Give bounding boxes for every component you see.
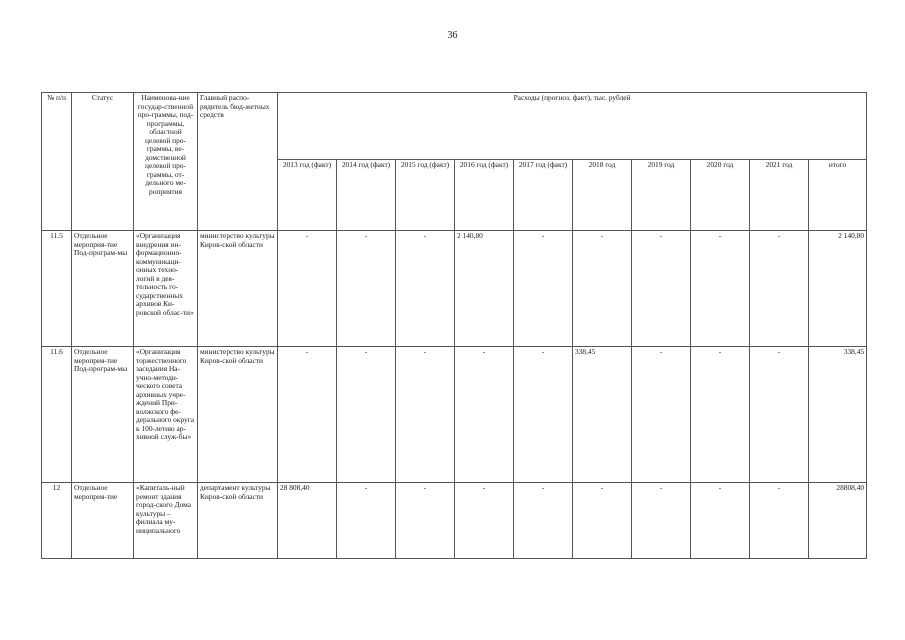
row-value: - — [514, 347, 573, 483]
row-value: - — [750, 231, 809, 347]
row-name: «Организация торжественного заседания На-учно-методи-ческого совета архивных учре-ждений При-волжского фе-дерального округа к 100-летию ар-хивной служ-бы» — [134, 347, 198, 483]
header-year: 2014 год (факт) — [337, 160, 396, 231]
header-administrator: Главный распо-рядитель бюд-жетных средств — [198, 93, 278, 231]
row-value: - — [750, 483, 809, 559]
header-year: 2016 год (факт) — [455, 160, 514, 231]
row-status: Отдельное мероприя-тие — [72, 483, 134, 559]
header-year: 2021 год — [750, 160, 809, 231]
header-num: № п/п — [42, 93, 72, 231]
row-total: 2 140,80 — [809, 231, 867, 347]
row-total: 28808,40 — [809, 483, 867, 559]
row-value: - — [632, 483, 691, 559]
table-header-row — [42, 93, 867, 160]
page-number: 36 — [447, 30, 458, 41]
row-value: - — [396, 483, 455, 559]
header-name: Наименова-ние государ-ственной про-граммы, под-программы, областной целевой про-граммы, ве-домственной целевой про-граммы, от-дельного ме-роприятия — [134, 93, 198, 231]
row-num: 11.5 — [42, 231, 72, 347]
header-total: итого — [809, 160, 867, 231]
table-row — [42, 483, 867, 559]
row-value: - — [396, 347, 455, 483]
row-num: 11.6 — [42, 347, 72, 483]
row-value: - — [573, 483, 632, 559]
header-status: Статус — [72, 93, 134, 231]
row-value: - — [632, 231, 691, 347]
row-value: - — [514, 231, 573, 347]
row-value: - — [337, 347, 396, 483]
header-year: 2018 год — [573, 160, 632, 231]
row-administrator: департамент культуры Киров-ской области — [198, 483, 278, 559]
budget-table — [41, 92, 867, 559]
row-value: - — [750, 347, 809, 483]
row-value: - — [455, 483, 514, 559]
header-year: 2020 год — [691, 160, 750, 231]
header-year: 2015 год (факт) — [396, 160, 455, 231]
row-value: - — [632, 347, 691, 483]
header-year: 2019 год — [632, 160, 691, 231]
row-value: - — [396, 231, 455, 347]
header-expenses: Расходы (прогноз, факт), тыс. рублей — [278, 93, 867, 160]
row-value: 338,45 — [573, 347, 632, 483]
row-value: - — [691, 231, 750, 347]
row-status: Отдельное мероприя-тие Под-програм-мы — [72, 231, 134, 347]
row-administrator: министерство культуры Киров-ской области — [198, 231, 278, 347]
table-row — [42, 231, 867, 347]
row-value: 2 140,80 — [455, 231, 514, 347]
table-row — [42, 347, 867, 483]
row-name: «Капиталь-ный ремонт здания город-ского Дома культуры – филиала му-ниципального — [134, 483, 198, 559]
row-total: 338,45 — [809, 347, 867, 483]
row-value: - — [573, 231, 632, 347]
row-value: - — [691, 483, 750, 559]
row-name: «Организация внедрения ин-формационно-коммуникаци-онных техно-логий в дея-тельность го-сударственных архивов Ки-ровской облас-ти» — [134, 231, 198, 347]
row-value: - — [278, 231, 337, 347]
row-value: - — [514, 483, 573, 559]
row-num: 12 — [42, 483, 72, 559]
row-value: - — [455, 347, 514, 483]
header-year: 2013 год (факт) — [278, 160, 337, 231]
row-value: - — [337, 231, 396, 347]
row-value: - — [278, 347, 337, 483]
row-status: Отдельное мероприя-тие Под-програм-мы — [72, 347, 134, 483]
header-year: 2017 год (факт) — [514, 160, 573, 231]
row-administrator: министерство культуры Киров-ской области — [198, 347, 278, 483]
row-value: 28 808,40 — [278, 483, 337, 559]
row-value: - — [691, 347, 750, 483]
row-value: - — [337, 483, 396, 559]
